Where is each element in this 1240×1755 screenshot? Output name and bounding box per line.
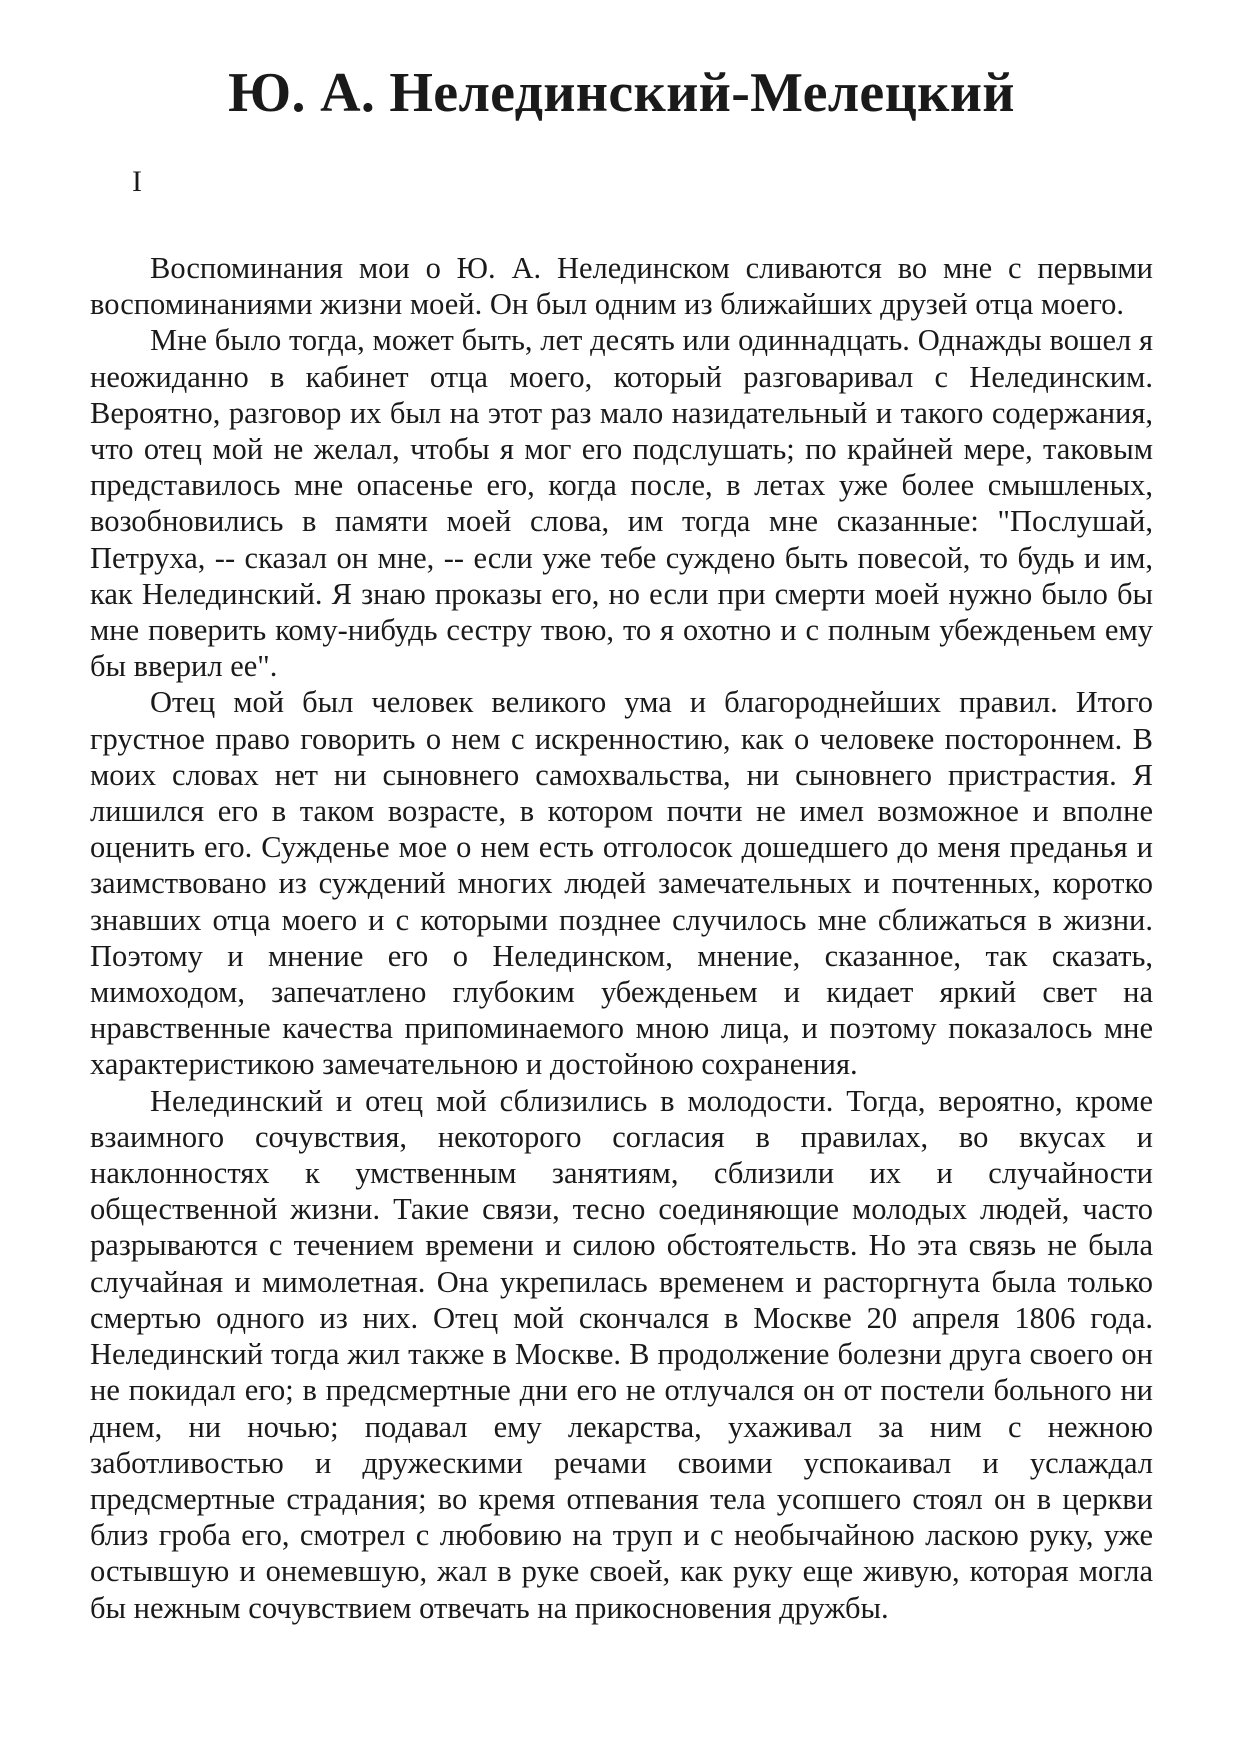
paragraph-1: Воспоминания мои о Ю. А. Нелединском сливаются во мне с первыми воспоминаниями жизни моей. Он был одним из ближайших друзей отца моего. bbox=[90, 251, 1153, 322]
paragraph-4: Нелединский и отец мой сблизились в молодости. Тогда, вероятно, кроме взаимного сочувствия, некоторого согласия в правилах, во вкусах и наклонностях к умственным занятиям, сблизили их и случайности общественной жизни. Такие связи, тесно соединяющие молодых людей, часто разрываются с течением времени и силою обстоятельств. Но эта связь не была случайная и мимолетная. Она укрепилась временем и расторгнута была только смертью одного из них. Отец мой скончался в Москве 20 апреля 1806 года. Нелединский тогда жил также в Москве. В продолжение болезни друга своего он не покидал его; в предсмертные дни его не отлучался он от постели больного ни днем, ни ночью; подавал ему лекарства, ухаживал за ним с нежною заботливостью и дружескими речами своими успокаивал и услаждал предсмертные страдания; во кремя отпевания тела усопшего стоял он в церкви близ гроба его, смотрел с любовию на труп и с необычайною ласкою руку, уже остывшую и онемевшую, жал в руке своей, как руку еще живую, которая могла бы нежным сочувствием отвечать на прикосновения дружбы. bbox=[90, 1083, 1153, 1625]
body-text bbox=[90, 250, 1153, 1626]
section-number: I bbox=[132, 165, 142, 198]
document-title: Ю. А. Нелединский-Мелецкий bbox=[228, 62, 1015, 124]
paragraph-2: Мне было тогда, может быть, лет десять или одиннадцать. Однажды вошел я неожиданно в кабинет отца моего, который разговаривал с Нелединским. Вероятно, разговор их был на этот раз мало назидательный и такого содержания, что отец мой не желал, чтобы я мог его подслушать; по крайней мере, таковым представилось мне опасенье его, когда после, в летах уже более смышленых, возобновились в памяти моей слова, им тогда мне сказанные: "Послушай, Петруха, -- сказал он мне, -- если уже тебе суждено быть повесой, то будь и им, как Нелединский. Я знаю проказы его, но если при смерти моей нужно было бы мне поверить кому-нибудь сестру твою, то я охотно и с полным убежденьем ему бы вверил ее". bbox=[90, 323, 1153, 684]
document-page bbox=[90, 0, 1153, 1626]
paragraph-3: Отец мой был человек великого ума и благороднейших правил. Итого грустное право говорить о нем с искренностию, как о человеке постороннем. В моих словах нет ни сыновнего самохвальства, ни сыновнего пристрастия. Я лишился его в таком возрасте, в котором почти не имел возможное и вполне оценить его. Сужденье мое о нем есть отголосок дошедшего до меня преданья и заимствовано из суждений многих людей замечательных и почтенных, коротко знавших отца моего и с которыми позднее случилось мне сближаться в жизни. Поэтому и мнение его о Нелединском, мнение, сказанное, так сказать, мимоходом, запечатлено глубоким убежденьем и кидает яркий свет на нравственные качества припоминаемого мною лица, и поэтому показалось мне характеристикою замечательною и достойною сохранения. bbox=[90, 685, 1153, 1082]
